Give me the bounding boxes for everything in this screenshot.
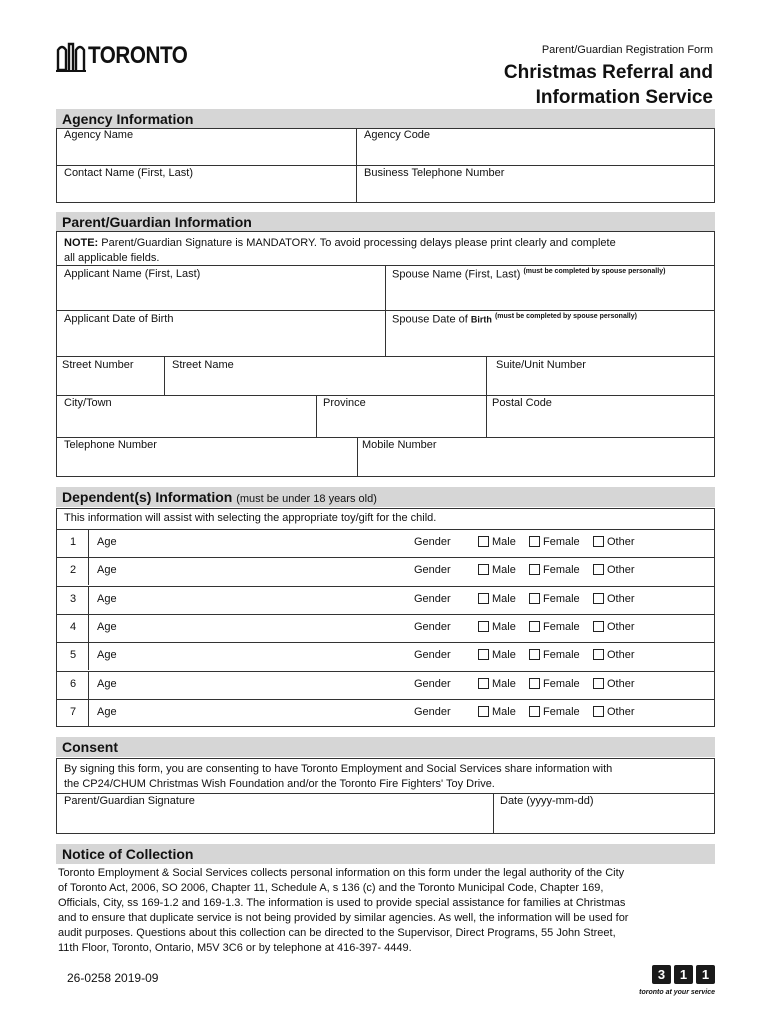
dependent-gender-label: Gender [414,564,451,576]
consent-section-heading: Consent [56,737,715,757]
dependent-age-field[interactable]: Age [97,593,117,605]
dependent-age-field[interactable]: Age [97,536,117,548]
agency-section-heading: Agency Information [56,109,715,129]
gender-female-option[interactable] [529,536,580,548]
city-hall-icon [56,40,86,72]
note-text: Parent/Guardian Signature is MANDATORY. To avoid processing delays please print clearly and complete [98,237,616,249]
male-checkbox[interactable] [478,621,489,632]
agency-code-field[interactable]: Agency Code [364,129,431,141]
gender-other-option[interactable] [593,706,635,718]
consent-text-1: By signing this form, you are consenting to have Toronto Employment and Social Services share information with [64,763,613,775]
badge-tagline: toronto at your service [639,989,715,996]
dependent-gender-label: Gender [414,593,451,605]
male-label: Male [492,536,516,548]
dependent-age-field[interactable]: Age [97,621,117,633]
male-label: Male [492,621,516,633]
dependent-number: 5 [70,649,77,661]
dependents-heading-text: Dependent(s) Information [62,489,233,505]
dependent-gender-label: Gender [414,621,451,633]
gender-male-option[interactable] [478,621,516,633]
suite-field[interactable]: Suite/Unit Number [496,359,586,371]
dependent-gender-label: Gender [414,649,451,661]
gender-female-option[interactable] [529,706,580,718]
parent-section-heading: Parent/Guardian Information [56,212,715,232]
other-checkbox[interactable] [593,593,604,604]
male-label: Male [492,678,516,690]
female-label: Female [543,621,580,633]
other-label: Other [607,564,635,576]
other-checkbox[interactable] [593,536,604,547]
title-line-2: Information Service [535,87,713,108]
dependent-gender-label: Gender [414,678,451,690]
dependent-number: 4 [70,621,77,633]
notice-line: audit purposes. Questions about this collection can be directed to the Supervisor, Direct Programs, 55 John Street, [58,927,616,939]
gender-female-option[interactable] [529,649,580,661]
dependent-number: 3 [70,593,77,605]
dependent-age-field[interactable]: Age [97,649,117,661]
female-checkbox[interactable] [529,678,540,689]
gender-male-option[interactable] [478,564,516,576]
toronto-logo [56,38,186,74]
notice-line: Officials, City, ss 169-1.2 and 169-1.3. The information is used to provide special assistance for families at Christmas [58,897,626,909]
male-checkbox[interactable] [478,678,489,689]
note-text-2: all applicable fields. [64,252,160,264]
other-checkbox[interactable] [593,649,604,660]
spouse-dob-label: Spouse Date of [392,313,468,326]
badge-digit: 1 [696,965,715,984]
dependent-age-field[interactable]: Age [97,678,117,690]
dependent-gender-label: Gender [414,706,451,718]
gender-female-option[interactable] [529,678,580,690]
dependent-gender-label: Gender [414,536,451,548]
female-checkbox[interactable] [529,593,540,604]
male-label: Male [492,564,516,576]
gender-female-option[interactable] [529,593,580,605]
other-checkbox[interactable] [593,564,604,575]
form-code: 26-0258 2019-09 [67,971,159,985]
applicant-dob-field[interactable]: Applicant Date of Birth [64,313,174,325]
other-label: Other [607,678,635,690]
male-checkbox[interactable] [478,706,489,717]
gender-other-option[interactable] [593,593,635,605]
consent-text [64,762,709,792]
dependent-row [56,529,715,557]
street-number-field[interactable]: Street Number [62,359,134,371]
consent-text-2: the CP24/CHUM Christmas Wish Foundation and/or the Toronto Fire Fighters' Toy Drive. [64,778,495,790]
dependent-number: 7 [70,706,77,718]
note-label: NOTE: [64,237,99,249]
spouse-dob-birth: Birth [470,314,492,325]
male-label: Male [492,649,516,661]
notice-text [58,866,718,956]
dependent-age-field[interactable]: Age [97,706,117,718]
gender-other-option[interactable] [593,536,635,548]
other-label: Other [607,706,635,718]
spouse-dob-note: (must be completed by spouse personally) [494,313,637,320]
gender-female-option[interactable] [529,621,580,633]
notice-line: 11th Floor, Toronto, Ontario, M5V 3C6 or by telephone at 416-397- 4449. [58,942,412,954]
gender-male-option[interactable] [478,649,516,661]
male-checkbox[interactable] [478,649,489,660]
female-checkbox[interactable] [529,621,540,632]
gender-male-option[interactable] [478,678,516,690]
female-label: Female [543,678,580,690]
dependent-row [56,557,715,585]
male-label: Male [492,706,516,718]
agency-name-field[interactable]: Agency Name [64,129,134,141]
other-label: Other [607,621,635,633]
mobile-field[interactable]: Mobile Number [362,439,437,451]
spouse-name-field[interactable] [392,268,665,281]
badge-digit: 1 [674,965,693,984]
other-checkbox[interactable] [593,621,604,632]
male-checkbox[interactable] [478,564,489,575]
notice-line: of Toronto Act, 2006, SO 2006, Chapter 11, Schedule A, s 136 (c) and the Toronto Municipal Code, Chapter 169, [58,882,604,894]
dependent-number: 2 [70,564,77,576]
gender-female-option[interactable] [529,564,580,576]
date-field[interactable]: Date (yyyy-mm-dd) [500,795,594,807]
dependent-row [56,642,715,670]
spouse-dob-field[interactable] [392,313,637,326]
business-phone-field[interactable]: Business Telephone Number [364,167,505,179]
female-label: Female [543,649,580,661]
gender-other-option[interactable] [593,678,635,690]
gender-other-option[interactable] [593,564,635,576]
notice-line: and to ensure that duplicate service is not being provided by similar agencies. As well, the information will be used for [58,912,629,924]
dependents-heading-note: (must be under 18 years old) [236,493,377,505]
notice-section-heading: Notice of Collection [56,844,715,864]
male-checkbox[interactable] [478,536,489,547]
province-field[interactable]: Province [323,397,366,409]
other-label: Other [607,536,635,548]
street-name-field[interactable]: Street Name [172,359,234,371]
page-title [504,60,713,110]
telephone-field[interactable]: Telephone Number [64,439,157,451]
parent-note [64,236,709,266]
female-label: Female [543,564,580,576]
gender-other-option[interactable] [593,621,635,633]
female-checkbox[interactable] [529,536,540,547]
female-label: Female [543,706,580,718]
female-checkbox[interactable] [529,564,540,575]
title-line-1: Christmas Referral and [503,62,713,83]
female-label: Female [543,536,580,548]
dependent-row [56,671,715,699]
gender-other-option[interactable] [593,649,635,661]
notice-line: Toronto Employment & Social Services collects personal information on this form under the legal authority of the City [58,867,625,879]
spouse-name-label: Spouse Name (First, Last) [392,268,521,281]
contact-name-field[interactable]: Contact Name (First, Last) [64,167,193,179]
female-checkbox[interactable] [529,649,540,660]
logo-wordmark: TORONTO [88,42,188,69]
dependent-row [56,614,715,642]
dependent-number: 1 [70,536,77,548]
dependent-row [56,586,715,614]
gender-male-option[interactable] [478,706,516,718]
311-badge [633,963,715,997]
female-checkbox[interactable] [529,706,540,717]
dependent-row [56,699,715,727]
dependent-age-field[interactable]: Age [97,564,117,576]
applicant-name-field[interactable]: Applicant Name (First, Last) [64,268,201,280]
male-checkbox[interactable] [478,593,489,604]
spouse-name-note: (must be completed by spouse personally) [523,268,666,275]
gender-male-option[interactable] [478,593,516,605]
form-label: Parent/Guardian Registration Form [541,44,713,56]
other-label: Other [607,593,635,605]
dependents-section-heading [56,487,715,507]
male-label: Male [492,593,516,605]
other-checkbox[interactable] [593,706,604,717]
postal-code-field[interactable]: Postal Code [492,397,552,409]
dependents-intro: This information will assist with selecting the appropriate toy/gift for the child. [64,512,437,524]
gender-male-option[interactable] [478,536,516,548]
other-checkbox[interactable] [593,678,604,689]
female-label: Female [543,593,580,605]
signature-field[interactable]: Parent/Guardian Signature [64,795,195,807]
dependent-number: 6 [70,678,77,690]
other-label: Other [607,649,635,661]
badge-digit: 3 [652,965,671,984]
city-field[interactable]: City/Town [64,397,112,409]
